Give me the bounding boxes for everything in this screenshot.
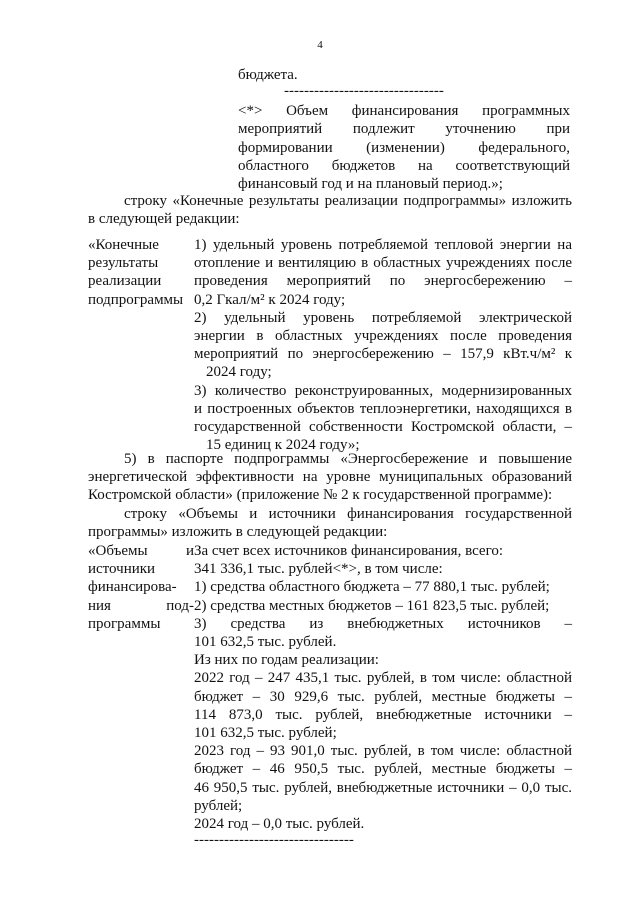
value-line: рублей; [194,797,243,814]
value-line: 0,2 Гкал/м² к 2024 году; [194,291,346,308]
label-line: подпрограммы [88,291,184,308]
value-line: 101 632,5 тыс. рублей; [194,725,337,742]
label-line: результаты [88,255,159,272]
label-line: программы [88,615,161,632]
value-line: Из них по годам реализации: [194,652,379,669]
value-line: проведения мероприятий по энергосбережению – [194,273,572,290]
value-line: отопление и вентиляцию в областных учреждениях после [194,255,572,272]
value-line: 101 632,5 тыс. рублей. [194,634,337,651]
label-line: «Объемы и [88,543,194,559]
label-line: «Конечные [88,237,159,253]
value-line: 3) количество реконструированных, модернизированных [194,382,572,399]
paragraph-line: строку «Объемы и источники финансирования государственной [124,505,572,522]
results-value [194,236,572,454]
value-line: 2023 год – 93 901,0 тыс. рублей, в том числе: областной [194,743,572,760]
value-line: бюджет – 30 929,6 тыс. рублей, местные бюджеты – [194,688,572,705]
funding-label [88,542,194,847]
footnote [238,102,570,193]
label-line: источники [88,561,156,578]
paragraph-item-5 [88,450,572,541]
value-line: 2022 год – 247 435,1 тыс. рублей, в том числе: областной [194,670,572,687]
value-line: бюджет – 46 950,5 тыс. рублей, местные бюджеты – [194,761,572,778]
paragraph-line: в следующей редакции: [88,211,240,228]
value-line: 1) удельный уровень потребляемой тепловой энергии на [194,237,572,253]
top-footnote-block [238,66,570,193]
paragraph-line: программы» изложить в следующей редакции: [88,523,388,540]
footnote-line: формировании (изменении) федерального, [238,139,570,156]
funding-value [194,542,572,847]
value-line: 2024 году; [206,364,272,381]
footnote-line: <*> Объем финансирования программных [238,103,570,120]
value-line: 341 336,1 тыс. рублей<*>, в том числе: [194,561,443,578]
value-line: 46 950,5 тыс. рублей, внебюджетные источники – 0,0 тыс. [194,779,572,796]
page-number: 4 [317,39,323,51]
footnote-line: финансовый год и на плановый период.»; [238,176,503,193]
funding-row [88,542,572,847]
label-line: ния под- [88,597,194,614]
paragraph-results-intro [88,192,572,228]
paragraph-line: энергетической эффективности на уровне муниципальных образований [88,469,572,486]
value-line: 114 873,0 тыс. рублей, внебюджетные источники – [194,706,572,723]
value-line: 3) средства из внебюджетных источников – [194,615,572,632]
value-line: 2) средства местных бюджетов – 161 823,5 тыс. рублей; [194,597,550,614]
budget-tail: бюджета. [238,67,298,83]
paragraph-line: 5) в паспорте подпрограммы «Энергосбережение и повышение [124,451,572,467]
value-line: 2) удельный уровень потребляемой электрической [194,309,572,326]
value-line: государственной собственности Костромской области, – [194,419,572,436]
value-line: и построенных объектов теплоэнергетики, находящихся в [194,400,572,417]
value-line: мероприятий по энергосбережению – 157,9 кВт.ч/м² к [194,346,572,363]
paragraph-line: строку «Конечные результаты реализации подпрограммы» изложить [124,193,572,209]
value-line: За счет всех источников финансирования, всего: [194,543,504,559]
footnote-line: мероприятий подлежит уточнению при [238,121,570,138]
divider-dashes: -------------------------------- [194,832,354,849]
label-line: реализации [88,273,162,290]
paragraph-line: Костромской области» (приложение № 2 к государственной программе): [88,487,553,504]
label-line: финансирова- [88,579,177,596]
value-line: энергии в областных учреждениях после проведения [194,328,572,345]
results-row [88,236,572,454]
divider-dashes: -------------------------------- [284,83,444,100]
value-line: 2024 год – 0,0 тыс. рублей. [194,816,365,833]
value-line: 1) средства областного бюджета – 77 880,1 тыс. рублей; [194,579,550,596]
footnote-line: областного бюджетов на соответствующий [238,157,570,174]
value-line: 15 единиц к 2024 году»; [206,437,360,454]
results-label [88,236,194,454]
